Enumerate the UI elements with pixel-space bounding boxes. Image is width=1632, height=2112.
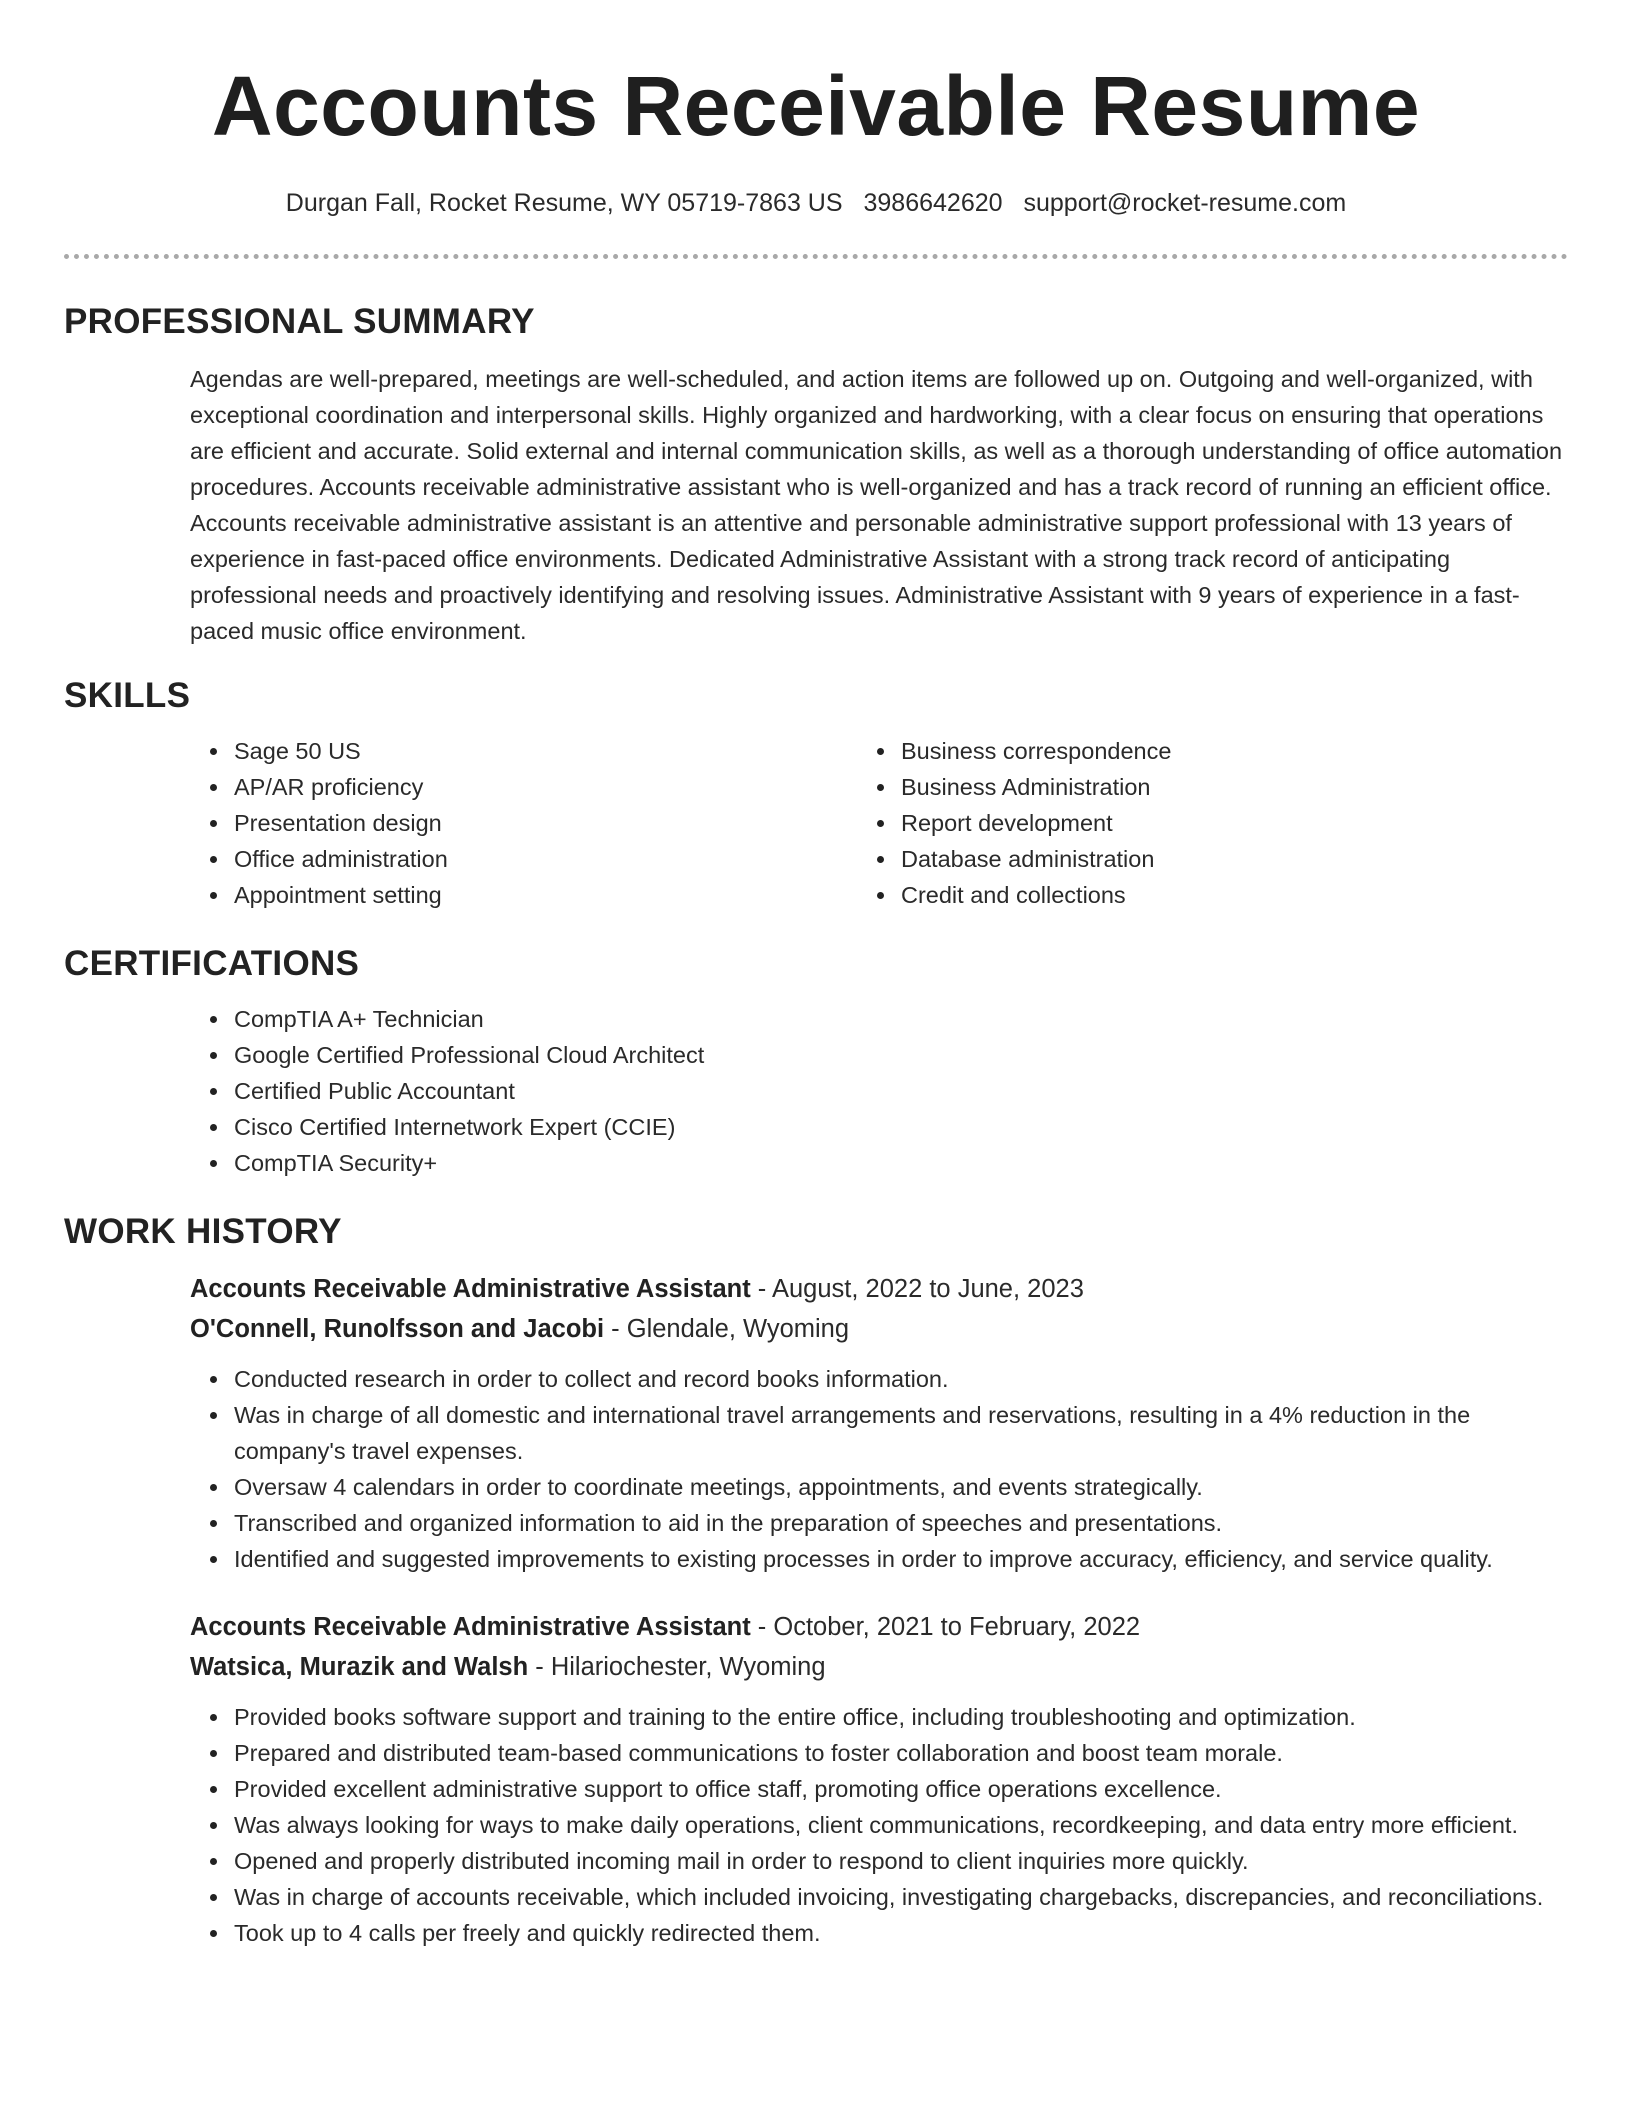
header-divider [64, 254, 1568, 259]
job-bullet: Was always looking for ways to make daily operations, client communications, recordkeeping, and data entry more efficient. [234, 1807, 1568, 1843]
job-location: - Hilariochester, Wyoming [528, 1653, 826, 1681]
job-bullet: Provided excellent administrative support to office staff, promoting office operations excellence. [234, 1771, 1568, 1807]
summary-text: Agendas are well-prepared, meetings are well-scheduled, and action items are followed up on. Outgoing and well-organized, with exceptional coordination and interpersonal skills. Highly organized and hardworking, with a clear focus on ensuring that operations are efficient and accurate. Solid external and internal communication skills, as well as a thorough understanding of office automation procedures. Accounts receivable administrative assistant who is well-organized and has a track record of running an efficient office. Accounts receivable administrative assistant is an attentive and personable administrative support professional with 13 years of experience in fast-paced office environments. Dedicated Administrative Assistant with a strong track record of anticipating professional needs and proactively identifying and resolving issues. Administrative Assistant with 9 years of experience in a fast-paced music office environment. [190, 366, 1563, 644]
job-bullet: Transcribed and organized information to aid in the preparation of speeches and presentations. [234, 1505, 1568, 1541]
job-company-line [190, 1647, 1568, 1687]
job-bullet: Identified and suggested improvements to existing processes in order to improve accuracy, efficiency, and service quality. [234, 1541, 1568, 1577]
certification-item: Cisco Certified Internetwork Expert (CCIE) [234, 1109, 1568, 1145]
job-dates: - October, 2021 to February, 2022 [750, 1613, 1141, 1641]
skill-item: AP/AR proficiency [234, 769, 901, 805]
job-bullet: Was in charge of accounts receivable, which included invoicing, investigating chargebacks, discrepancies, and reconciliations. [234, 1879, 1568, 1915]
certifications-list [64, 1001, 1568, 1181]
work-history-heading: WORK HISTORY [64, 1212, 342, 1251]
job-bullet: Provided books software support and training to the entire office, including troubleshooting and optimization. [234, 1699, 1568, 1735]
job-company: Watsica, Murazik and Walsh [190, 1653, 529, 1681]
skills-list-left [64, 733, 901, 913]
job-bullets [64, 1361, 1568, 1577]
job-location: - Glendale, Wyoming [604, 1315, 850, 1343]
job-bullets [64, 1699, 1568, 1951]
certification-item: CompTIA A+ Technician [234, 1001, 1568, 1037]
job-title-line [190, 1269, 1568, 1309]
skill-item: Appointment setting [234, 877, 901, 913]
skill-item: Credit and collections [901, 877, 1568, 913]
job-bullet: Was in charge of all domestic and international travel arrangements and reservations, resulting in a 4% reduction in the company's travel expenses. [234, 1397, 1568, 1469]
job-bullet: Prepared and distributed team-based communications to foster collaboration and boost team morale. [234, 1735, 1568, 1771]
contact-phone: 3986642620 [863, 189, 1003, 217]
job-entry [64, 1607, 1568, 1951]
job-dates: - August, 2022 to June, 2023 [750, 1275, 1084, 1303]
job-company: O'Connell, Runolfsson and Jacobi [190, 1315, 605, 1343]
job-bullet: Opened and properly distributed incoming mail in order to respond to client inquiries more quickly. [234, 1843, 1568, 1879]
job-title-line [190, 1607, 1568, 1647]
resume-title: Accounts Receivable Resume [211, 59, 1421, 153]
job-bullet: Took up to 4 calls per freely and quickly redirected them. [234, 1915, 1568, 1951]
skill-item: Business Administration [901, 769, 1568, 805]
job-title: Accounts Receivable Administrative Assistant [190, 1275, 751, 1303]
contact-address: Durgan Fall, Rocket Resume, WY 05719-7863 US [285, 189, 843, 217]
skill-item: Presentation design [234, 805, 901, 841]
skill-item: Report development [901, 805, 1568, 841]
skills-heading: SKILLS [64, 676, 191, 715]
certification-item: Google Certified Professional Cloud Architect [234, 1037, 1568, 1073]
skill-item: Office administration [234, 841, 901, 877]
job-title: Accounts Receivable Administrative Assistant [190, 1613, 751, 1641]
job-company-line [190, 1309, 1568, 1349]
certification-item: CompTIA Security+ [234, 1145, 1568, 1181]
skill-item: Database administration [901, 841, 1568, 877]
certifications-heading: CERTIFICATIONS [64, 944, 360, 983]
contact-email: support@rocket-resume.com [1023, 189, 1347, 217]
certification-item: Certified Public Accountant [234, 1073, 1568, 1109]
summary-heading: PROFESSIONAL SUMMARY [64, 302, 535, 341]
job-bullet: Oversaw 4 calendars in order to coordinate meetings, appointments, and events strategically. [234, 1469, 1568, 1505]
contact-line [64, 188, 1568, 218]
job-bullet: Conducted research in order to collect and record books information. [234, 1361, 1568, 1397]
skills-list-right [901, 733, 1568, 913]
skills-columns [64, 733, 1568, 913]
job-entry [64, 1269, 1568, 1577]
skill-item: Business correspondence [901, 733, 1568, 769]
skill-item: Sage 50 US [234, 733, 901, 769]
